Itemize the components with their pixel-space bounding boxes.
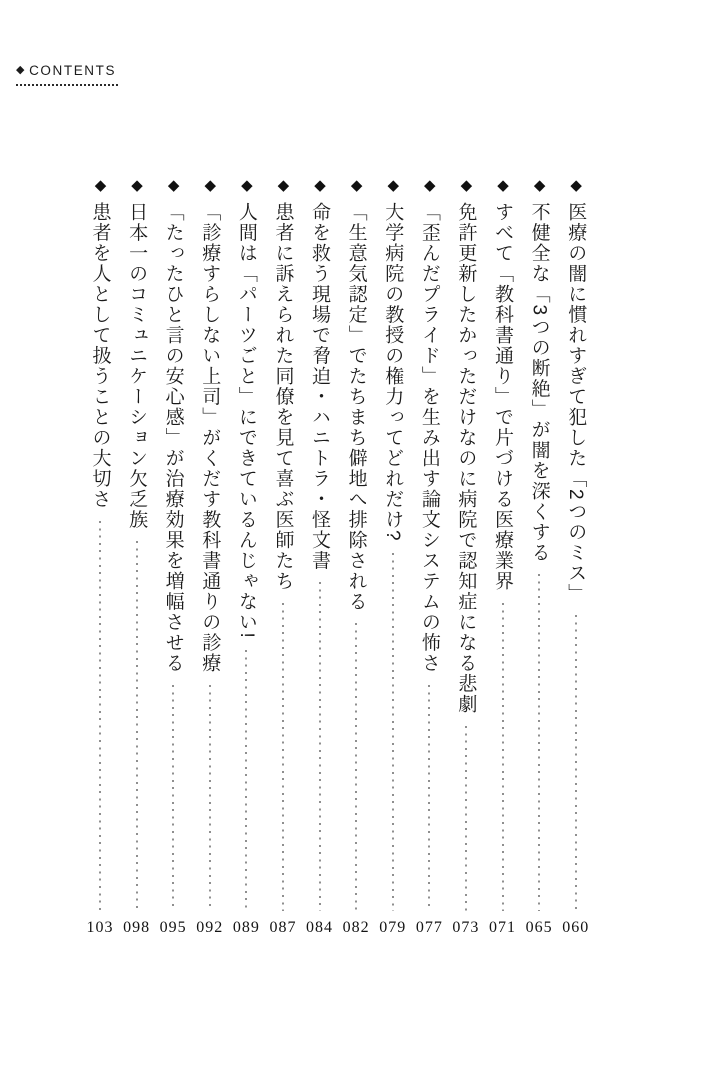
entry-marker-icon: ◆ [164,176,182,194]
dotted-leader [136,541,138,911]
dotted-leader [172,685,174,912]
entry-page-number: 095 [159,919,187,936]
dotted-leader [575,615,577,911]
dotted-leader [282,603,284,912]
entry-page-number: 089 [232,919,260,936]
dotted-leader [319,582,321,911]
toc-entry[interactable] [228,176,265,938]
entry-title: 「歪んだプライド」を生み出す論文システムの怖さ [418,202,440,674]
entry-page-number: 103 [86,919,114,936]
entry-page-number: 084 [306,919,334,936]
toc-entry[interactable] [265,176,302,938]
dotted-leader [428,685,430,912]
entry-page-number: 060 [562,919,590,936]
toc-entry[interactable] [411,176,448,938]
entry-marker-icon: ◆ [384,176,402,194]
entry-marker-icon: ◆ [494,176,512,194]
toc-entry[interactable] [448,176,485,938]
entry-page-number: 087 [269,919,297,936]
entry-marker-icon: ◆ [567,176,585,194]
entry-marker-icon: ◆ [420,176,438,194]
entry-page-number: 098 [123,919,151,936]
entry-title: 人間は「パーツごと」にできているんじゃない! [235,202,257,640]
dotted-leader [538,574,540,911]
entry-title: すべて「教科書通り」で片づける医療業界 [492,202,514,592]
entry-title: 「たったひと言の安心感」が治療効果を増幅させる [162,202,184,674]
entry-title: 「診療すらしない上司」がくだす教科書通りの診療 [199,202,221,674]
entry-marker-icon: ◆ [128,176,146,194]
entry-marker-icon: ◆ [530,176,548,194]
toc-entry[interactable] [374,176,411,938]
dotted-leader [209,685,211,912]
toc-list [82,176,594,938]
toc-entry[interactable] [191,176,228,938]
toc-entry[interactable] [557,176,594,938]
dotted-leader [502,603,504,912]
entry-title: 患者を人として扱うことの大切さ [89,202,111,510]
toc-entry[interactable] [521,176,558,938]
toc-entry[interactable] [301,176,338,938]
entry-marker-icon: ◆ [91,176,109,194]
entry-title: 日本一のコミュニケーション欠乏族 [126,202,148,530]
entry-marker-icon: ◆ [457,176,475,194]
entry-page-number: 082 [342,919,370,936]
entry-page-number: 071 [489,919,517,936]
toc-entry[interactable] [484,176,521,938]
dotted-leader [99,521,101,912]
entry-page-number: 065 [525,919,553,936]
entry-title: 不健全な「3つの断絶」が闇を深くする [528,202,550,563]
entry-marker-icon: ◆ [237,176,255,194]
entry-page-number: 073 [452,919,480,936]
page-header-row [16,63,120,78]
entry-title: 免許更新したかっただけなのに病院で認知症になる悲劇 [455,202,477,715]
entry-marker-icon: ◆ [201,176,219,194]
entry-title: 患者に訴えられた同僚を見て喜ぶ医師たち [272,202,294,592]
toc-entry[interactable] [338,176,375,938]
entry-page-number: 077 [415,919,443,936]
entry-title: 命を救う現場で脅迫・ハニトラ・怪文書 [309,202,331,571]
contents-title: CONTENTS [29,63,117,78]
entry-marker-icon: ◆ [274,176,292,194]
dotted-leader [465,726,467,912]
entry-page-number: 092 [196,919,224,936]
entry-title: 「生意気認定」でたちまち僻地へ排除される [345,202,367,612]
toc-entry[interactable] [155,176,192,938]
entry-marker-icon: ◆ [347,176,365,194]
dotted-leader [392,553,394,911]
entry-title: 大学病院の教授の権力ってどれだけ? [382,202,404,543]
page-header [16,63,120,86]
header-dotted-underline [16,84,120,86]
entry-page-number: 079 [379,919,407,936]
dotted-leader [245,650,247,911]
contents-diamond-icon: ◆ [16,64,27,76]
entry-marker-icon: ◆ [311,176,329,194]
dotted-leader [355,623,357,911]
toc-entry[interactable] [118,176,155,938]
entry-title: 医療の闇に慣れすぎて犯した「2つのミス」 [565,202,587,604]
toc-entry[interactable] [82,176,119,938]
